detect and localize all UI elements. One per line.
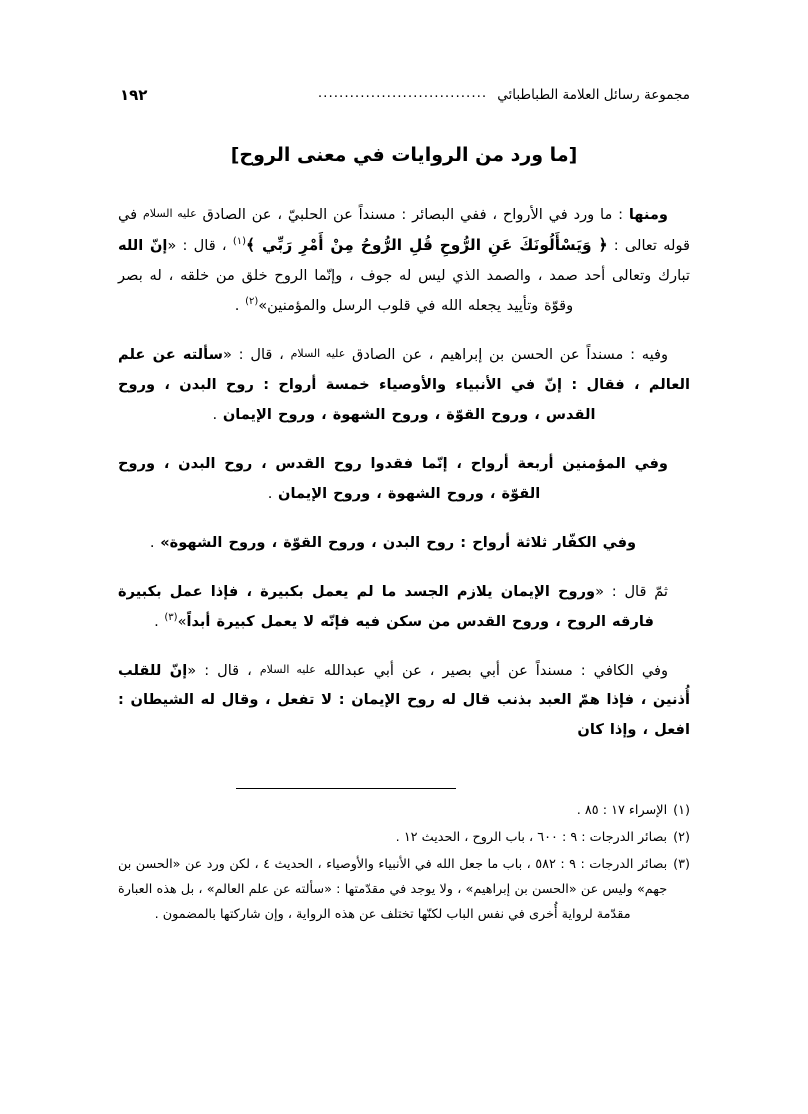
text-run-normal: وفي الكافي : مسنداً عن أبي بصير ، عن أبي عبدالله [315,661,669,679]
running-header [118,86,690,104]
text-run-normal: . [154,612,165,630]
text-run-normal: ، قال : « [167,236,233,254]
text-run-sup: (١) [232,236,247,248]
header-dot-leader: ................................ [317,85,488,101]
footnote-marker: (٢) [673,830,690,846]
footnote-text: بصائر الدرجات : ٩ : ٦٠٠ ، باب الروح ، الحديث ١٢ . [395,830,668,846]
paragraph-6 [118,656,690,746]
footnote-2 [118,826,690,851]
body-text [118,200,690,745]
text-run-normal: : ما ورد في الأرواح ، ففي البصائر : مسنداً عن الحلبيّ ، عن الصادق [196,206,629,223]
paragraph-1 [118,200,690,321]
text-run-normal: ، قال : « [187,661,260,679]
text-run-bold: وروح الإيمان يلازم الجسد ما لم يعمل بكبيرة ، فإذا عمل بكبيرة فارقه الروح ، وروح القدس من سكن فيه فإنّه لا يعمل كبيرة أبداً [118,582,654,630]
page-number: ١٩٢ [120,86,148,104]
text-run-normal: » [177,612,187,630]
text-run-sup: (٢) [245,296,259,308]
text-run-normal: في قوله تعالى : [118,206,690,254]
text-run-bold: إنّ للقلب أُذنين ، فإذا همّ العبد بذنب قال له روح الإيمان : لا تفعل ، وقال له الشيطان : افعل ، وإذا كان [118,661,690,739]
text-run-sig: عليه السلام [290,347,346,361]
footnote-3 [118,853,690,928]
text-run-sig: عليه السلام [142,207,197,220]
footnote-separator-wrap [118,764,690,799]
text-run-normal: ثمّ قال : « [595,582,668,600]
text-run-bold: سألته عن علم العالم ، فقال : إنّ في الأنبياء والأوصياء خمسة أرواح : روح البدن ، وروح القدس ، وروح القوّة ، وروح الشهوة ، وروح الإيمان [118,346,690,424]
text-run-normal: . [267,484,279,502]
footnote-1 [118,799,690,824]
footnote-text: بصائر الدرجات : ٩ : ٥٨٢ ، باب ما جعل الله في الأنبياء والأوصياء ، الحديث ٤ ، لكن ورد عن «الحسن بن جهم» وليس عن «الحسن بن إبراهيم» ، ولا يوجد في مقدّمتها : «سألته عن علم العالم» ، بل هذه العبارة مقدّمة لرواية أُخرى في نفس الباب لكنّها تختلف عن هذه الرواية ، وإن شاركتها بالمضمون . [118,857,668,923]
footnote-marker: (٣) [673,857,690,873]
text-run-bold: وفي المؤمنين أربعة أرواح ، إنّما فقدوا روح القدس ، روح البدن ، وروح القوّة ، وروح الشهوة ، وروح الإيمان [118,455,668,502]
paragraph-5 [118,577,690,637]
text-run-sup: (٣) [164,611,178,623]
text-run-normal: . [234,297,246,315]
text-run-sig: عليه السلام [259,662,316,676]
text-run-bold: وفي الكفّار ثلاثة أرواح : روح البدن ، وروح القوّة ، وروح الشهوة» [160,533,637,551]
text-run-normal: . [149,533,161,551]
footnote-marker: (١) [673,803,690,819]
paragraph-2 [118,340,690,430]
text-run-normal: ، قال : « [223,346,291,364]
header-book-title: مجموعة رسائل العلامة الطباطبائي [497,87,690,103]
footnotes [118,799,690,928]
page-content [118,86,690,930]
footnote-text: الإسراء ١٧ : ٨٥ . [576,803,668,819]
chapter-title: [ما ورد من الروايات في معنى الروح] [230,144,578,166]
paragraph-4 [118,528,690,558]
text-run-normal: وفيه : مسنداً عن الحسن بن إبراهيم ، عن الصادق [345,346,668,364]
text-run-quran: ﴿ وَيَسْأَلُونَكَ عَنِ الرُّوحِ قُلِ الرُّوحُ مِنْ أَمْرِ رَبِّي ﴾ [246,235,608,254]
paragraph-3 [118,449,690,509]
footnote-separator [236,788,456,789]
text-run-normal: . [212,406,223,424]
text-run-normal: تبارك وتعالى أحد صمد ، والصمد الذي ليس له جوف ، وإنّما الروح خلق من خلقه ، له بصر وقوّة وتأييد يجعله الله في قلوب الرسل والمؤمنين» [118,267,690,315]
text-run-bold: ومنها [628,206,668,223]
text-run-bold: إنّ الله [118,236,168,254]
